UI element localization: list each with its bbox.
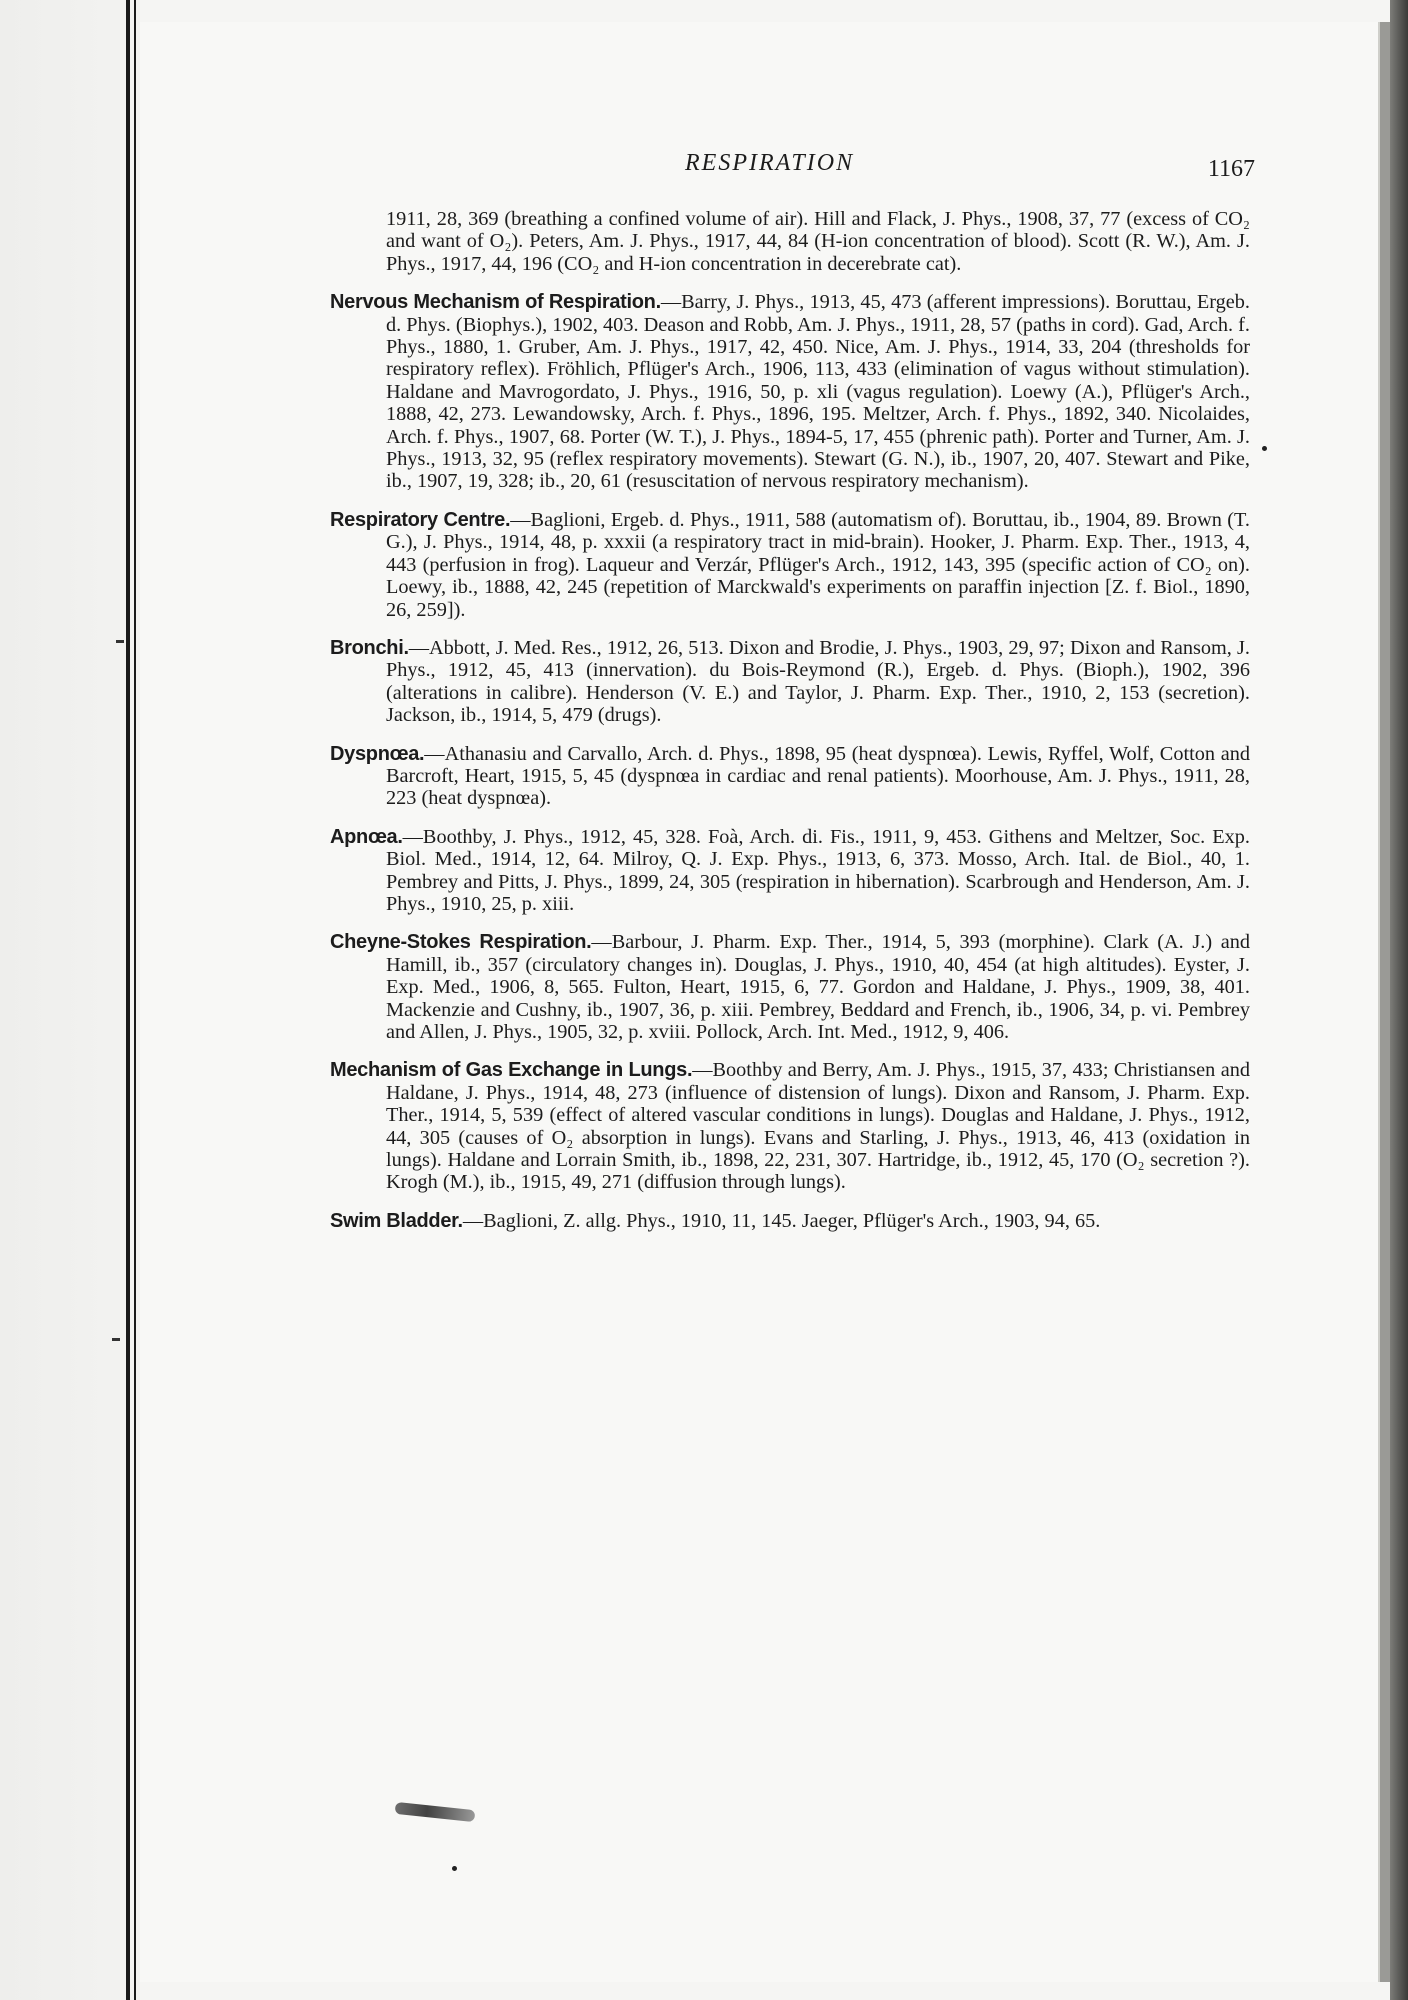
bibliography-entry (330, 208, 1250, 275)
binding-line (126, 0, 130, 2000)
page-edge-shadow (1390, 0, 1408, 2000)
ink-dot (452, 1866, 457, 1871)
entry-heading: Nervous Mechanism of Respiration. (330, 291, 661, 314)
bibliography-entry (330, 931, 1250, 1043)
bibliography-body (330, 208, 1250, 1248)
running-title: RESPIRATION (685, 150, 855, 176)
binding-line (134, 0, 136, 2000)
entry-heading: Dyspnœa. (330, 742, 425, 765)
entry-references: —Barbour, J. Pharm. Exp. Ther., 1914, 5, 393 (morphine). Clark (A. J.) and Hamill, ib., 357 (circulatory changes in). Douglas, J. Phys., 1910, 40, 454 (at high altitudes). Eyster, J. Exp. Med., 1906, 8, 565. Fulton, Heart, 1915, 6, 77. Gordon and Haldane, J. Phys., 1909, 38, 401. Mackenzie and Cushny, ib., 1907, 36, p. xiii. Pembrey, Beddard and French, ib., 1906, 34, p. vi. Pembrey and Allen, J. Phys., 1905, 32, p. xviii. Pollock, Arch. Int. Med., 1912, 9, 406. (386, 931, 1251, 1043)
margin-mark (112, 1338, 120, 1341)
entry-heading: Mechanism of Gas Exchange in Lungs. (330, 1059, 693, 1082)
bibliography-entry (330, 291, 1250, 493)
entry-references: —Athanasiu and Carvallo, Arch. d. Phys., 1898, 95 (heat dyspnœa). Lewis, Ryffel, Wolf, Cotton and Barcroft, Heart, 1915, 5, 45 (dyspnœa in cardiac and renal patients). Moorhouse, Am. J. Phys., 1911, 28, 223 (heat dyspnœa). (386, 742, 1250, 810)
entry-references: —Baglioni, Z. allg. Phys., 1910, 11, 145. Jaeger, Pflüger's Arch., 1903, 94, 65. (462, 1209, 1101, 1232)
page-header (335, 150, 1255, 190)
entry-heading: Bronchi. (330, 636, 409, 659)
bibliography-entry (330, 1059, 1250, 1193)
page-number: 1167 (1207, 156, 1255, 182)
entry-references: 1911, 28, 369 (breathing a confined volume of air). Hill and Flack, J. Phys., 1908, 37, 77 (excess of CO₂ and want of O₂). Peters, Am. J. Phys., 1917, 44, 84 (H-ion concentration of blood). Scott (R. W.), Am. J. Phys., 1917, 44, 196 (CO₂ and H-ion concentration in decerebrate cat). (386, 208, 1250, 275)
bibliography-entry (330, 743, 1250, 810)
margin-mark (116, 640, 124, 643)
bibliography-entry (330, 826, 1250, 916)
bibliography-entry (330, 509, 1250, 621)
left-page-gutter (0, 0, 140, 2000)
entry-references: —Boothby and Berry, Am. J. Phys., 1915, 37, 433; Christiansen and Haldane, J. Phys., 1914, 48, 273 (influence of distension of lungs). Dixon and Ransom, J. Pharm. Exp. Ther., 1914, 5, 539 (effect of altered vascular conditions in lungs). Douglas and Haldane, J. Phys., 1912, 44, 305 (causes of O₂ absorption in lungs). Evans and Starling, J. Phys., 1913, 46, 413 (oxidation in lungs). Haldane and Lorrain Smith, ib., 1898, 22, 231, 307. Hartridge, ib., 1912, 45, 170 (O₂ secretion ?). Krogh (M.), ib., 1915, 49, 271 (diffusion through lungs). (386, 1059, 1250, 1194)
entry-references: —Barry, J. Phys., 1913, 45, 473 (afferent impressions). Boruttau, Ergeb. d. Phys. (Biophys.), 1902, 403. Deason and Robb, Am. J. Phys., 1911, 28, 57 (paths in cord). Gad, Arch. f. Phys., 1880, 1. Gruber, Am. J. Phys., 1917, 42, 450. Nice, Am. J. Phys., 1914, 33, 204 (thresholds for respiratory reflex). Fröhlich, Pflüger's Arch., 1906, 113, 433 (elimination of vagus without stimulation). Haldane and Mavrogordato, J. Phys., 1916, 50, p. xli (vagus regulation). Loewy (A.), Pflüger's Arch., 1888, 42, 273. Lewandowsky, Arch. f. Phys., 1896, 195. Meltzer, Arch. f. Phys., 1892, 340. Nicolaides, Arch. f. Phys., 1907, 68. Porter (W. T.), J. Phys., 1894-5, 17, 455 (phrenic path). Porter and Turner, Am. J. Phys., 1913, 32, 95 (reflex respiratory movements). Stewart (G. N.), ib., 1907, 20, 407. Stewart and Pike, ib., 1907, 19, 328; ib., 20, 61 (resuscitation of nervous respiratory mechanism). (386, 291, 1250, 493)
bibliography-entry (330, 1210, 1250, 1232)
ink-dot (1262, 446, 1267, 451)
entry-references: —Boothby, J. Phys., 1912, 45, 328. Foà, Arch. di. Fis., 1911, 9, 453. Githens and Meltzer, Soc. Exp. Biol. Med., 1914, 12, 64. Milroy, Q. J. Exp. Phys., 1913, 6, 373. Mosso, Arch. Ital. de Biol., 40, 1. Pembrey and Pitts, J. Phys., 1899, 24, 305 (respiration in hibernation). Scarbrough and Henderson, Am. J. Phys., 1910, 25, p. xiii. (386, 825, 1250, 915)
bibliography-entry (330, 637, 1250, 727)
entry-heading: Swim Bladder. (330, 1209, 463, 1232)
entry-references: —Abbott, J. Med. Res., 1912, 26, 513. Dixon and Brodie, J. Phys., 1903, 29, 97; Dixon and Ransom, J. Phys., 1912, 45, 413 (innervation). du Bois-Reymond (R.), Ergeb. d. Phys. (Bioph.), 1902, 396 (alterations in calibre). Henderson (V. E.) and Taylor, J. Pharm. Exp. Ther., 1910, 2, 153 (secretion). Jackson, ib., 1914, 5, 479 (drugs). (386, 636, 1250, 727)
entry-heading: Respiratory Centre. (330, 508, 511, 531)
entry-heading: Apnœa. (330, 825, 403, 848)
entry-references: —Baglioni, Ergeb. d. Phys., 1911, 588 (automatism of). Boruttau, ib., 1904, 89. Brown (T. G.), J. Phys., 1914, 48, p. xxxii (a respiratory tract in mid-brain). Hooker, J. Pharm. Exp. Ther., 1913, 4, 443 (perfusion in frog). Laqueur and Verzár, Pflüger's Arch., 1912, 143, 395 (specific action of CO₂ on). Loewy, ib., 1888, 42, 245 (repetition of Marckwald's experiments on paraffin injection [Z. f. Biol., 1890, 26, 259]). (386, 508, 1250, 621)
entry-heading: Cheyne-Stokes Respiration. (330, 931, 592, 954)
